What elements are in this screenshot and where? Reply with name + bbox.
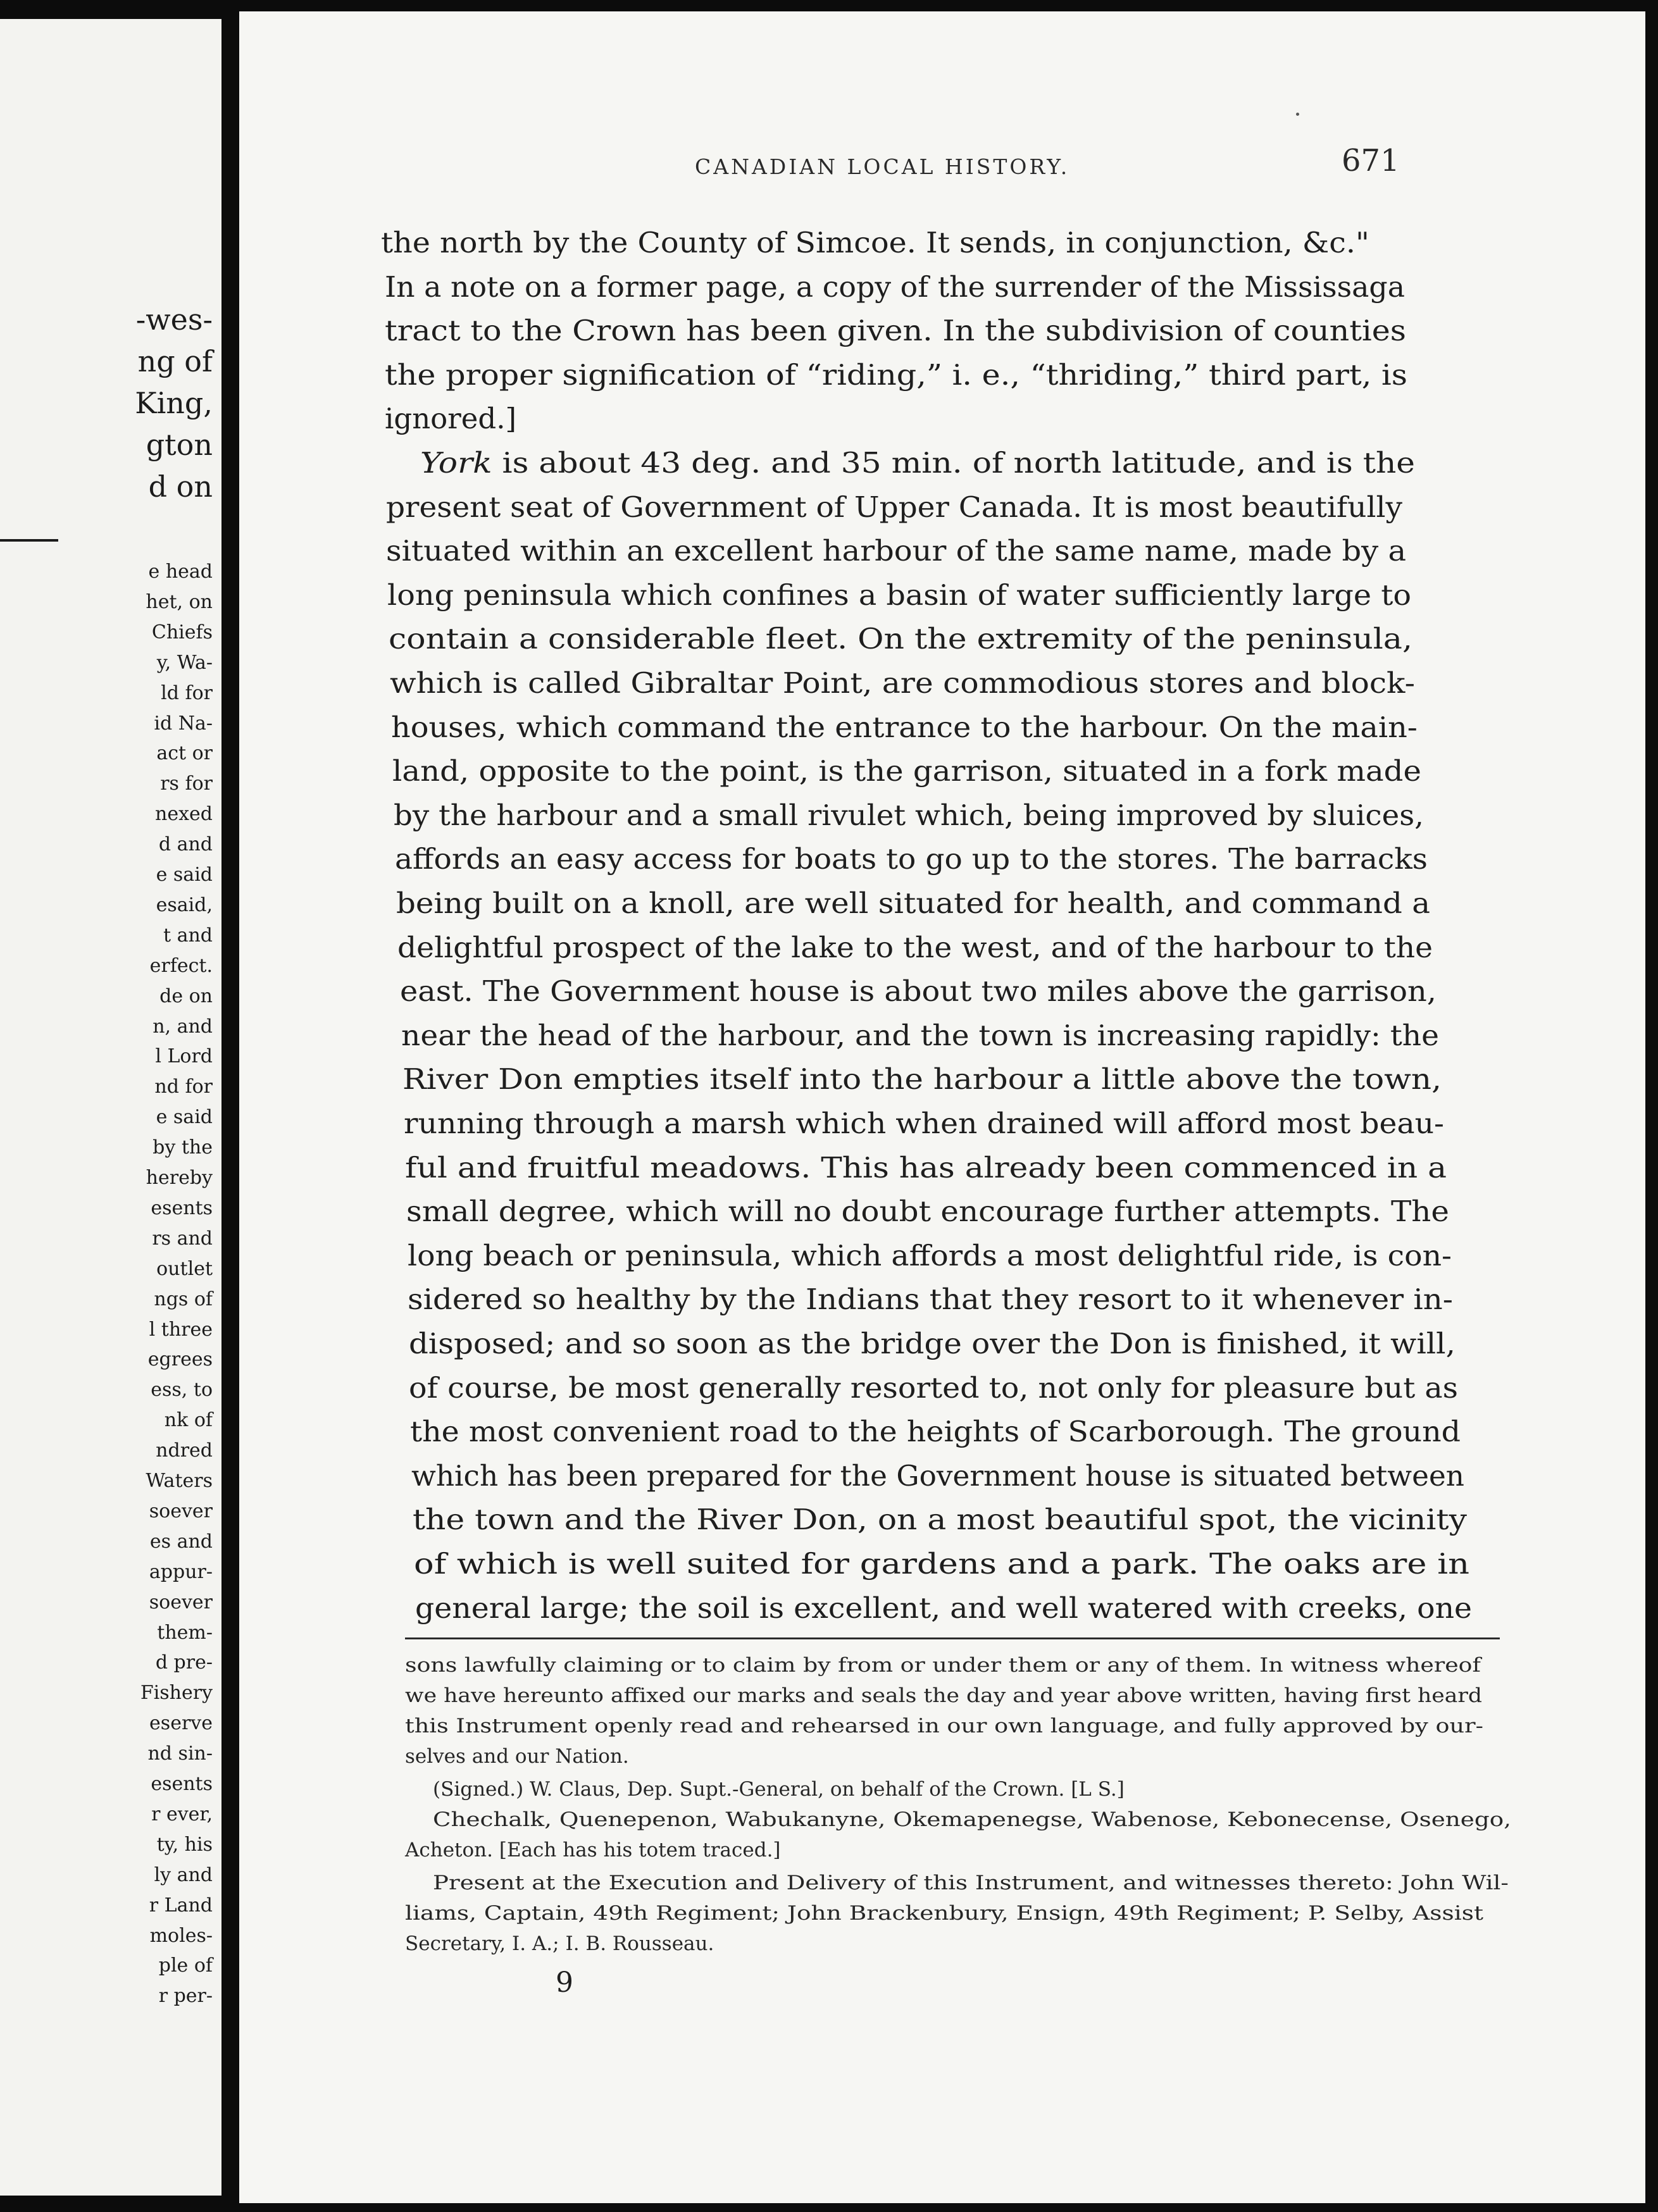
body-line: of which is well suited for gardens and a park. The oaks are in (414, 1547, 1470, 1581)
left-page-note-line: eserve (149, 1712, 213, 1735)
left-page-line: -wes- (135, 302, 213, 337)
left-page-note-line: Fishery (140, 1682, 213, 1705)
left-page-line: d on (148, 469, 213, 504)
left-page-note-line: t and (163, 924, 213, 947)
left-page-note-line: d pre- (155, 1651, 213, 1674)
left-page-note-line: rs and (152, 1227, 213, 1250)
left-page-note-line: soever (149, 1591, 213, 1613)
body-line: long beach or peninsula, which affords a most delightful ride, is con- (408, 1238, 1452, 1272)
body-line: east. The Government house is about two miles above the garrison, (400, 974, 1437, 1009)
left-page-note-line: d and (158, 833, 213, 856)
body-line: delightful prospect of the lake to the west, and of the harbour to the (397, 930, 1433, 964)
page-number: 671 (1342, 143, 1400, 178)
footnote-line: sons lawfully claiming or to claim by from or under them or any of them. In witness whereof (405, 1654, 1481, 1677)
body-line: In a note on a former page, a copy of the surrender of the Mississaga (385, 270, 1406, 304)
body-line: houses, which command the entrance to the harbour. On the main- (391, 710, 1418, 744)
footnote-line: we have hereunto affixed our marks and seals the day and year above written, having first heard (405, 1684, 1483, 1707)
body-line: near the head of the harbour, and the town is increasing rapidly: the (401, 1018, 1439, 1052)
body-line: the town and the River Don, on a most beautiful spot, the vicinity (413, 1503, 1467, 1537)
left-page-line: gton (146, 428, 213, 462)
body-line: contain a considerable fleet. On the extremity of the peninsula, (389, 622, 1412, 656)
left-page-note-line: Chiefs (151, 621, 213, 643)
left-page-note-line: ly and (154, 1863, 213, 1886)
left-page-note-line: het, on (146, 590, 213, 613)
left-page-line: ng of (137, 344, 213, 378)
left-page-note-line: ple of (158, 1954, 213, 1977)
body-line: of course, be most generally resorted to, not only for pleasure but as (409, 1370, 1458, 1405)
body-line: running through a marsh which when drained will afford most beau- (404, 1107, 1445, 1140)
body-line: ful and fruitful meadows. This has already been commenced in a (405, 1150, 1447, 1184)
left-page-note-line: ndred (156, 1439, 213, 1462)
body-line: affords an easy access for boats to go up to the stores. The barracks (395, 842, 1428, 876)
left-page-line: King, (135, 386, 213, 420)
left-page-note-line: nk of (164, 1409, 213, 1432)
left-page-note-line: moles- (149, 1924, 213, 1947)
body-line: small degree, which will no doubt encourage further attempts. The (406, 1195, 1449, 1229)
left-page-note-line: soever (149, 1500, 213, 1522)
left-page-note-line: ngs of (154, 1288, 213, 1310)
body-line: River Don empties itself into the harbour a little above the town, (402, 1062, 1442, 1097)
left-page-note-line: n, and (153, 1015, 213, 1038)
footnote-rule (405, 1637, 1500, 1639)
italic-word: York (420, 446, 492, 480)
body-line: sidered so healthy by the Indians that they resort to it whenever in- (408, 1283, 1453, 1317)
left-page-note-line: e said (156, 1106, 213, 1129)
body-line: situated within an excellent harbour of the same name, made by a (386, 534, 1407, 568)
left-page-note-line: l Lord (155, 1045, 213, 1068)
body-line: land, opposite to the point, is the garrison, situated in a fork made (392, 754, 1421, 788)
body-line: the most convenient road to the heights of Scarborough. The ground (410, 1415, 1461, 1449)
left-page-note-line: esents (151, 1196, 213, 1219)
body-line: by the harbour and a small rivulet which, being improved by sluices, (394, 798, 1424, 832)
left-page-note-line: them- (157, 1621, 213, 1644)
body-line: which is called Gibraltar Point, are commodious stores and block- (390, 666, 1416, 700)
body-line: York is about 43 deg. and 35 min. of north latitude, and is the (420, 446, 1416, 480)
left-page-note-line: nd sin- (147, 1743, 213, 1765)
left-page-note-line: e said (156, 864, 213, 886)
left-page-note-line: r per- (158, 1985, 213, 2008)
left-page-note-line: id Na- (154, 712, 213, 735)
footnote-line: Secretary, I. A.; I. B. Rousseau. (405, 1932, 714, 1955)
left-page-note-line: esaid, (156, 893, 213, 916)
left-page-note-line: egrees (147, 1348, 213, 1371)
footnote-line: liams, Captain, 49th Regiment; John Brackenbury, Ensign, 49th Regiment; P. Selby, Assist (405, 1902, 1484, 1925)
footnote-line: selves and our Nation. (405, 1745, 629, 1768)
footnote-line: Present at the Execution and Delivery of this Instrument, and witnesses thereto: John Wil- (433, 1872, 1509, 1894)
left-page-note-line: appur- (149, 1560, 213, 1583)
body-line: disposed; and so soon as the bridge over the Don is finished, it will, (409, 1327, 1455, 1360)
left-page-note-line: Waters (146, 1470, 213, 1492)
left-page-note-line: l three (149, 1318, 213, 1341)
left-page-note-line: outlet (156, 1257, 213, 1280)
left-page-rule (0, 539, 58, 542)
left-page-note-line: act or (156, 742, 213, 765)
footnote-line: Acheton. [Each has his totem traced.] (405, 1839, 781, 1861)
body-line: ignored.] (385, 402, 517, 436)
left-page-note-line: e head (148, 561, 213, 583)
left-page-note-line: ess, to (151, 1379, 213, 1401)
left-page-note-line: hereby (146, 1167, 213, 1189)
body-line: tract to the Crown has been given. In the subdivision of counties (385, 314, 1406, 348)
footnote-line: (Signed.) W. Claus, Dep. Supt.-General, on behalf of the Crown. [L S.] (433, 1778, 1125, 1801)
left-page-note-line: y, Wa- (156, 651, 213, 674)
left-page-note-line: by the (153, 1136, 213, 1159)
left-page-note-line: r Land (149, 1894, 213, 1917)
dust-speck (1296, 113, 1299, 116)
body-line: being built on a knoll, are well situated for health, and command a (396, 886, 1430, 920)
previous-page-fragment (0, 19, 221, 2196)
body-line: general large; the soil is excellent, and well watered with creeks, one (415, 1591, 1473, 1625)
signature-mark: 9 (556, 1967, 573, 1999)
body-line: long peninsula which confines a basin of water sufficiently large to (387, 578, 1412, 612)
left-page-note-line: ld for (161, 681, 213, 704)
footnote-line: Chechalk, Quenepenon, Wabukanyne, Okemapenegse, Wabenose, Kebonecense, Osenego, (433, 1808, 1512, 1831)
left-page-note-line: de on (159, 985, 213, 1007)
left-page-note-line: erfect. (149, 954, 213, 977)
left-page-note-line: rs for (160, 773, 213, 795)
left-page-note-line: r ever, (151, 1803, 213, 1825)
book-page (239, 11, 1645, 2203)
left-page-note-line: nexed (155, 803, 213, 826)
body-line: the proper signification of “riding,” i. e., “thriding,” third part, is (385, 357, 1408, 392)
footnote-line: this Instrument openly read and rehearsed in our own language, and fully approved by our- (405, 1715, 1483, 1737)
left-page-note-line: ty, his (156, 1833, 213, 1856)
body-line: the north by the County of Simcoe. It sends, in conjunction, &c." (381, 226, 1369, 259)
left-page-note-line: nd for (154, 1076, 213, 1098)
body-line: which has been prepared for the Government house is situated between (411, 1458, 1465, 1493)
left-page-note-line: es and (149, 1530, 213, 1553)
left-page-note-line: esents (151, 1773, 213, 1795)
running-head: CANADIAN LOCAL HISTORY. (695, 154, 1070, 179)
body-line: present seat of Government of Upper Canada. It is most beautifully (386, 490, 1403, 524)
